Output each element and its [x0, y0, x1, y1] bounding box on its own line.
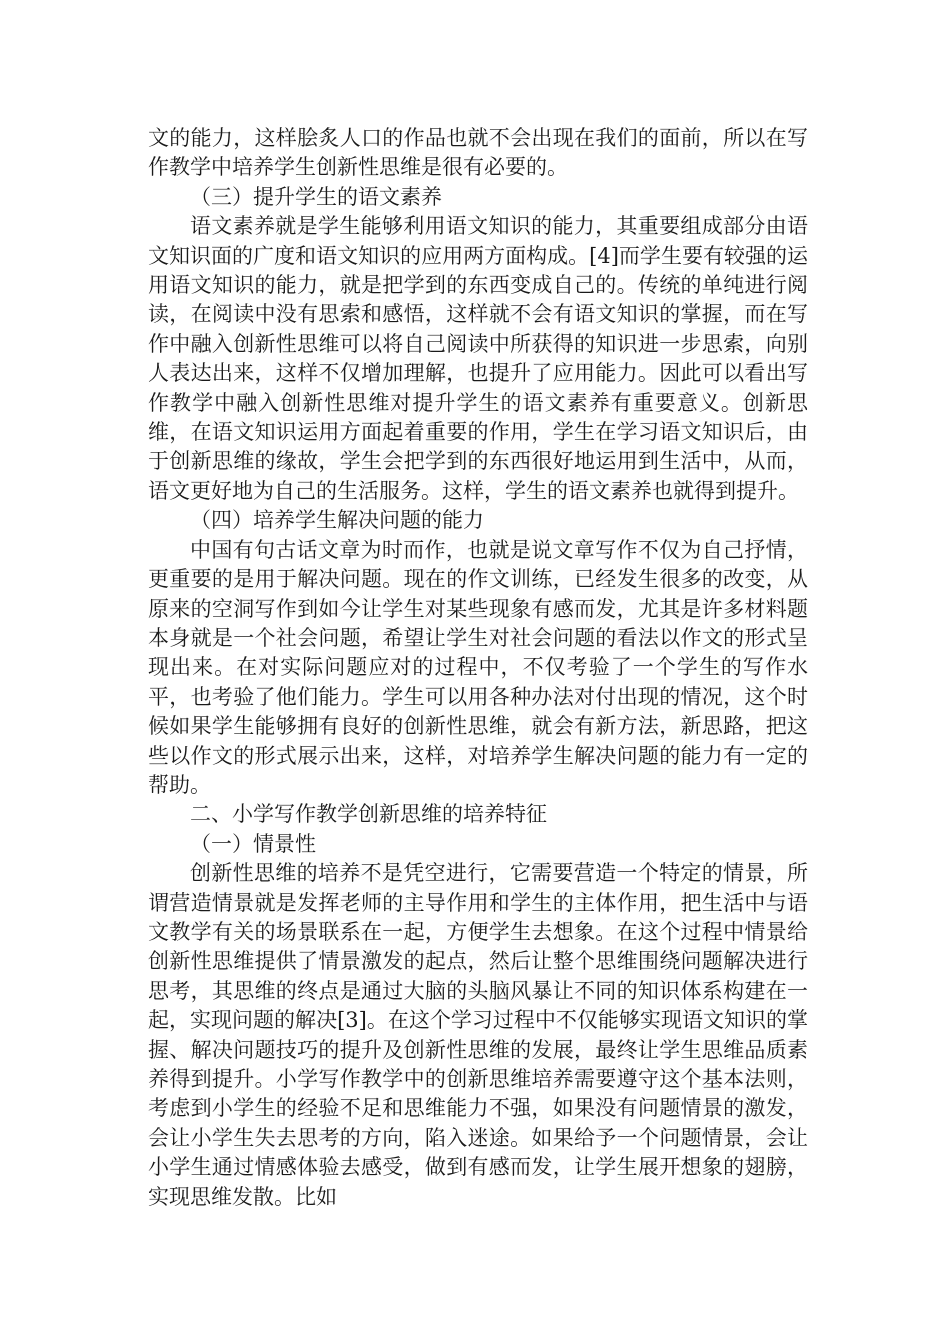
- section-heading-3: （三）提升学生的语文素养: [190, 184, 442, 209]
- paragraph-problem-solving: 中国有句古话文章为时而作，也就是说文章写作不仅为自己抒情，更重要的是用于解决问题。现在的作文训练，已经发生很多的改变，从原来的空洞写作到如今让学生对某些现象有感而发，尤其是许多材料题本身就是一个社会问题，希望让学生对社会问题的看法以作文的形式呈现出来。在对实际问题应对的过程中，不仅考验了一个学生的写作水平，也考验了他们能力。学生可以用各种办法对付出现的情况，这个时候如果学生能够拥有良好的创新性思维，就会有新方法，新思路，把这些以作文的形式展示出来，这样，对培养学生解决问题的能力有一定的帮助。: [148, 537, 808, 797]
- section-heading-1: （一）情景性: [190, 831, 316, 856]
- document-body: [148, 124, 808, 1212]
- section-heading-4: （四）培养学生解决问题的能力: [190, 508, 484, 533]
- paragraph-continuation: 文的能力，这样脍炙人口的作品也就不会出现在我们的面前，所以在写作教学中培养学生创新性思维是很有必要的。: [148, 126, 808, 180]
- chapter-heading-2: 二、小学写作教学创新思维的培养特征: [190, 802, 547, 827]
- paragraph-situational: 创新性思维的培养不是凭空进行，它需要营造一个特定的情景，所谓营造情景就是发挥老师的主导作用和学生的主体作用，把生活中与语文教学有关的场景联系在一起，方便学生去想象。在这个过程中情景给创新性思维提供了情景激发的起点，然后让整个思维围绕问题解决进行思考，其思维的终点是通过大脑的头脑风暴让不同的知识体系构建在一起，实现问题的解决[3]。在这个学习过程中不仅能够实现语文知识的掌握、解决问题技巧的提升及创新性思维的发展，最终让学生思维品质素养得到提升。小学写作教学中的创新思维培养需要遵守这个基本法则，考虑到小学生的经验不足和思维能力不强，如果没有问题情景的激发，会让小学生失去思考的方向，陷入迷途。如果给予一个问题情景，会让小学生通过情感体验去感受，做到有感而发，让学生展开想象的翅膀，实现思维发散。比如: [148, 861, 808, 1209]
- paragraph-literacy: 语文素养就是学生能够利用语文知识的能力，其重要组成部分由语文知识面的广度和语文知识的应用两方面构成。[4]而学生要有较强的运用语文知识的能力，就是把学到的东西变成自己的。传统的单纯进行阅读，在阅读中没有思索和感悟，这样就不会有语文知识的掌握，而在写作中融入创新性思维可以将自己阅读中所获得的知识进一步思索，向别人表达出来，这样不仅增加理解，也提升了应用能力。因此可以看出写作教学中融入创新性思维对提升学生的语文素养有重要意义。创新思维，在语文知识运用方面起着重要的作用，学生在学习语文知识后，由于创新思维的缘故，学生会把学到的东西很好地运用到生活中，从而，语文更好地为自己的生活服务。这样，学生的语文素养也就得到提升。: [148, 214, 808, 503]
